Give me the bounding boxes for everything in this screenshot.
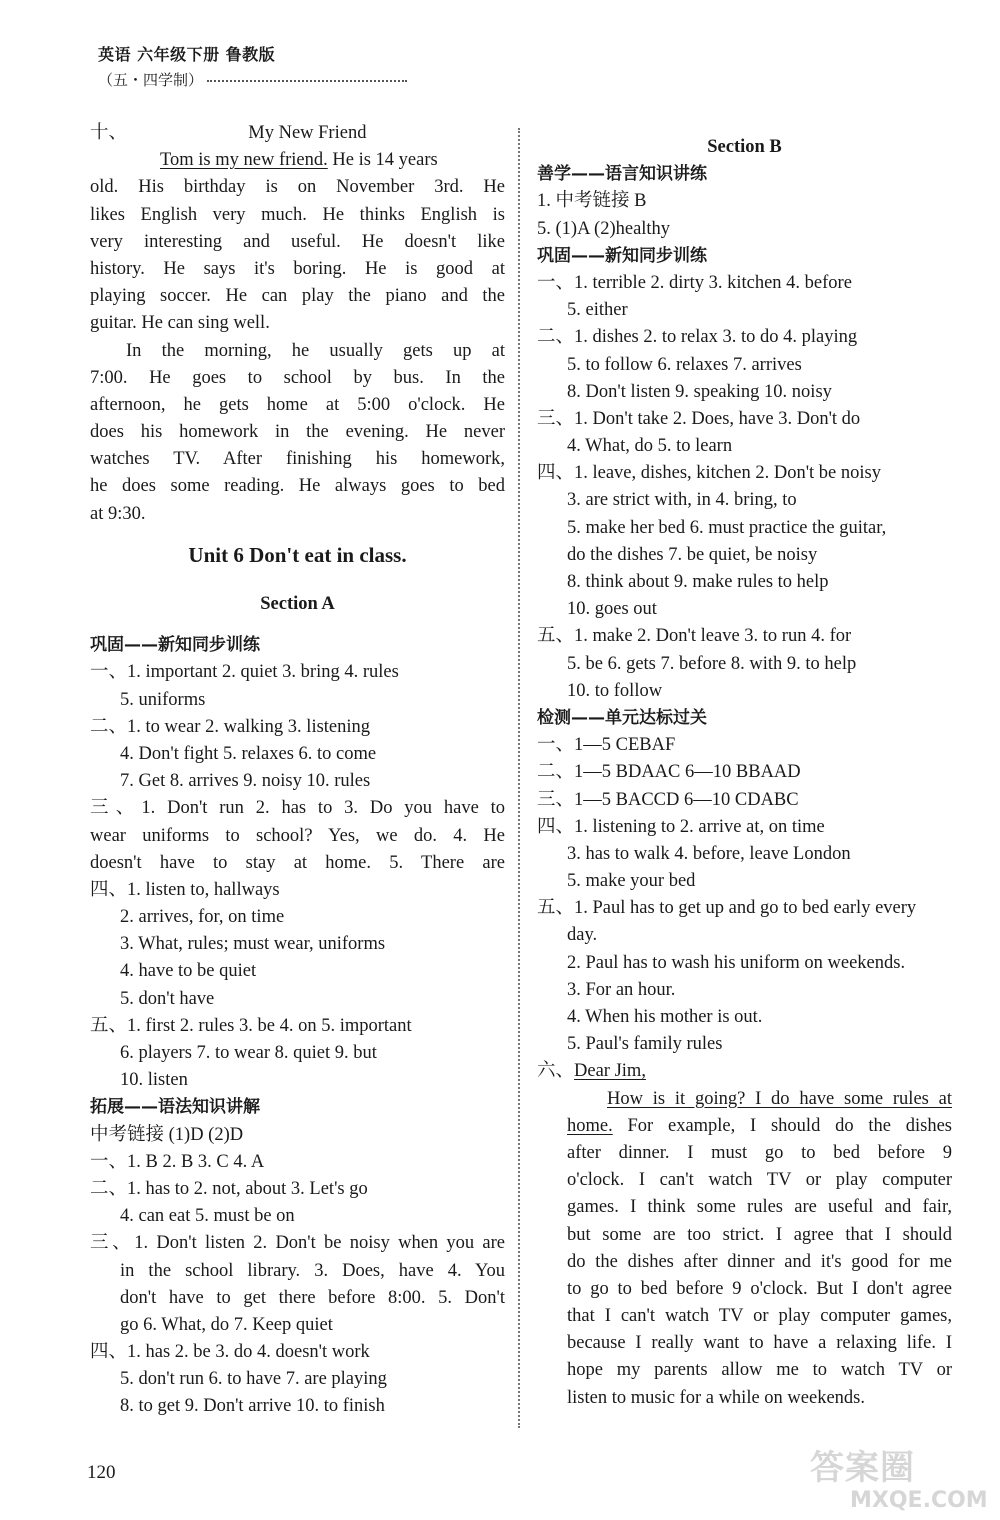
letter-line: How is it going? I do have some rules at	[607, 1088, 952, 1109]
answer-line: 二、1. dishes 2. to relax 3. to do 4. playing	[537, 327, 858, 348]
answer-line: 三、1. Don't take 2. Does, have 3. Don't do	[537, 408, 861, 429]
answer-line: 一、1. B 2. B 3. C 4. A	[90, 1151, 265, 1172]
section-heading: 善学——语言知识讲练	[537, 164, 707, 185]
answer-line: 4. Don't fight 5. relaxes 6. to come	[120, 743, 377, 764]
right-column	[537, 120, 952, 1412]
letter-line: but some are too strict. I agree that I should	[567, 1224, 952, 1245]
essay-title: My New Friend	[248, 123, 367, 143]
answer-line: 4. have to be quiet	[120, 961, 257, 982]
watermark-url: MXQE.COM	[850, 1488, 988, 1513]
answer-line: 四、1. listening to 2. arrive at, on time	[537, 816, 825, 837]
answer-line: 5. don't run 6. to have 7. are playing	[120, 1369, 387, 1390]
essay-line: Tom is my new friend. He is 14 years	[160, 150, 438, 171]
essay-line: In the morning, he usually gets up at	[126, 340, 505, 361]
section-heading: 检测——单元达标过关	[537, 707, 707, 728]
essay-line: playing soccer. He can play the piano and the	[90, 286, 505, 307]
answer-line: 二、1. has to 2. not, about 3. Let's go	[90, 1178, 368, 1199]
answer-line: 二、1—5 BDAAC 6—10 BBAAD	[537, 762, 801, 783]
answer-line: 8. Don't listen 9. speaking 10. noisy	[567, 381, 832, 402]
answer-line: 7. Get 8. arrives 9. noisy 10. rules	[120, 771, 371, 792]
letter-line: o'clock. I can't watch TV or play computer	[567, 1170, 952, 1191]
answer-line: 10. to follow	[567, 680, 663, 701]
answer-line: 4. What, do 5. to learn	[567, 436, 733, 457]
header-dots	[207, 80, 407, 82]
answer-line: 10. listen	[120, 1070, 188, 1091]
answer-line: 5. make your bed	[567, 871, 696, 892]
answer-line: do the dishes 7. be quiet, be noisy	[567, 544, 818, 565]
answer-line: 一、1. terrible 2. dirty 3. kitchen 4. before	[537, 272, 852, 293]
answer-line: 6. players 7. to wear 8. quiet 9. but	[120, 1043, 377, 1063]
answer-line: 四、1. has 2. be 3. do 4. doesn't work	[90, 1342, 370, 1363]
essay-line: afternoon, he gets home at 5:00 o'clock. He	[90, 394, 505, 415]
answer-line: 5. Paul's family rules	[567, 1034, 723, 1055]
answer-line: 8. think about 9. make rules to help	[567, 572, 829, 592]
answer-line: 5. make her bed 6. must practice the guitar,	[567, 517, 887, 538]
answer-line: 三、1. Don't listen 2. Don't be noisy when you are	[90, 1233, 505, 1254]
page-header	[98, 42, 998, 90]
answer-line: doesn't have to stay at home. 5. There are	[90, 852, 505, 873]
answer-line: 一、1. important 2. quiet 3. bring 4. rules	[90, 662, 399, 683]
letter-salutation: 六、Dear Jim,	[537, 1061, 646, 1082]
essay-line: very interesting and useful. He doesn't like	[90, 231, 505, 252]
answer-line: 8. to get 9. Don't arrive 10. to finish	[120, 1396, 385, 1417]
answer-line: in the school library. 3. Does, have 4. You	[120, 1260, 505, 1281]
essay-line: 7:00. He goes to school by bus. In the	[90, 367, 505, 388]
page-number: 120	[87, 1462, 116, 1483]
answer-line: day.	[567, 925, 598, 946]
essay-line: at 9:30.	[90, 503, 146, 524]
letter-line: to go to bed before 9 o'clock. But I don't agree	[567, 1278, 952, 1299]
answer-line: 3. are strict with, in 4. bring, to	[567, 490, 797, 511]
column-divider	[518, 128, 520, 1428]
letter-line: games. I think some rules are useful and fair,	[567, 1197, 952, 1218]
answer-line: 5. to follow 6. relaxes 7. arrives	[567, 354, 802, 375]
essay-line: history. He says it's boring. He is good at	[90, 258, 505, 279]
essay-heading	[90, 120, 505, 147]
letter-line: hope my parents allow me to watch TV or	[567, 1360, 952, 1381]
essay-line: watches TV. After finishing his homework,	[90, 449, 505, 470]
watermark-logo: 答案圈	[810, 1448, 915, 1488]
book-title: 英语 六年级下册 鲁教版	[98, 45, 276, 64]
answer-line: 5. be 6. gets 7. before 8. with 9. to help	[567, 653, 857, 674]
answer-line: 4. When his mother is out.	[567, 1007, 763, 1027]
letter-line: that I can't watch TV or play computer games,	[567, 1306, 952, 1327]
answer-line: 5. (1)A (2)healthy	[537, 218, 671, 239]
answer-line: wear uniforms to school? Yes, we do. 4. He	[90, 825, 505, 846]
answer-line: 3. has to walk 4. before, leave London	[567, 843, 851, 864]
answer-line: 2. Paul has to wash his uniform on weekends.	[567, 952, 906, 973]
answer-line: 五、1. Paul has to get up and go to bed early every	[537, 898, 917, 919]
book-subtitle: （五・四学制）	[98, 69, 998, 90]
answer-line: 三、1. Don't run 2. has to 3. Do you have to	[90, 798, 505, 819]
letter-line: after dinner. I must go to bed before 9	[567, 1142, 952, 1163]
essay-line: he does some reading. He always goes to bed	[90, 476, 505, 497]
left-column	[90, 120, 505, 1421]
answer-line: 五、1. make 2. Don't leave 3. to run 4. for	[537, 626, 852, 647]
section-heading: 巩固——新知同步训练	[537, 245, 707, 266]
answer-line: don't have to get there before 8:00. 5. Don't	[120, 1287, 505, 1308]
answer-line: 中考链接 (1)D (2)D	[90, 1124, 244, 1145]
answer-line: 一、1—5 CEBAF	[537, 735, 676, 756]
answer-line: 3. For an hour.	[567, 979, 676, 1000]
answer-line: 5. uniforms	[120, 689, 206, 710]
answer-line: 10. goes out	[567, 599, 657, 620]
answer-line: 5. don't have	[120, 988, 215, 1009]
section-heading: 拓展——语法知识讲解	[90, 1097, 260, 1118]
section-title: Section B	[707, 137, 782, 157]
answer-line: 3. What, rules; must wear, uniforms	[120, 934, 386, 955]
answer-line: 4. can eat 5. must be on	[120, 1206, 295, 1227]
answer-line: go 6. What, do 7. Keep quiet	[120, 1314, 333, 1335]
letter-line: because I really want to have a relaxing life. I	[567, 1333, 952, 1354]
section-title: Section A	[260, 594, 335, 614]
essay-line: old. His birthday is on November 3rd. He	[90, 177, 505, 198]
essay-line: does his homework in the evening. He never	[90, 422, 505, 443]
unit-title: Unit 6 Don't eat in class.	[188, 542, 407, 567]
question-number: 十、	[90, 123, 128, 143]
letter-line: do the dishes after dinner and it's good for me	[567, 1251, 952, 1272]
answer-line: 1. 中考链接 B	[537, 191, 647, 212]
answer-line: 2. arrives, for, on time	[120, 907, 285, 928]
essay-line: likes English very much. He thinks English is	[90, 204, 505, 225]
essay-line: guitar. He can sing well.	[90, 313, 270, 334]
answer-line: 五、1. first 2. rules 3. be 4. on 5. important	[90, 1015, 412, 1036]
answer-line: 四、1. leave, dishes, kitchen 2. Don't be noisy	[537, 463, 881, 484]
answer-line: 四、1. listen to, hallways	[90, 879, 280, 900]
answer-line: 二、1. to wear 2. walking 3. listening	[90, 716, 371, 737]
letter-line: listen to music for a while on weekends.	[567, 1387, 865, 1408]
answer-line: 三、1—5 BACCD 6—10 CDABC	[537, 789, 799, 810]
answer-line: 5. either	[567, 300, 628, 321]
section-heading: 巩固——新知同步训练	[90, 635, 260, 656]
letter-line: home. For example, I should do the dishes	[567, 1115, 952, 1136]
